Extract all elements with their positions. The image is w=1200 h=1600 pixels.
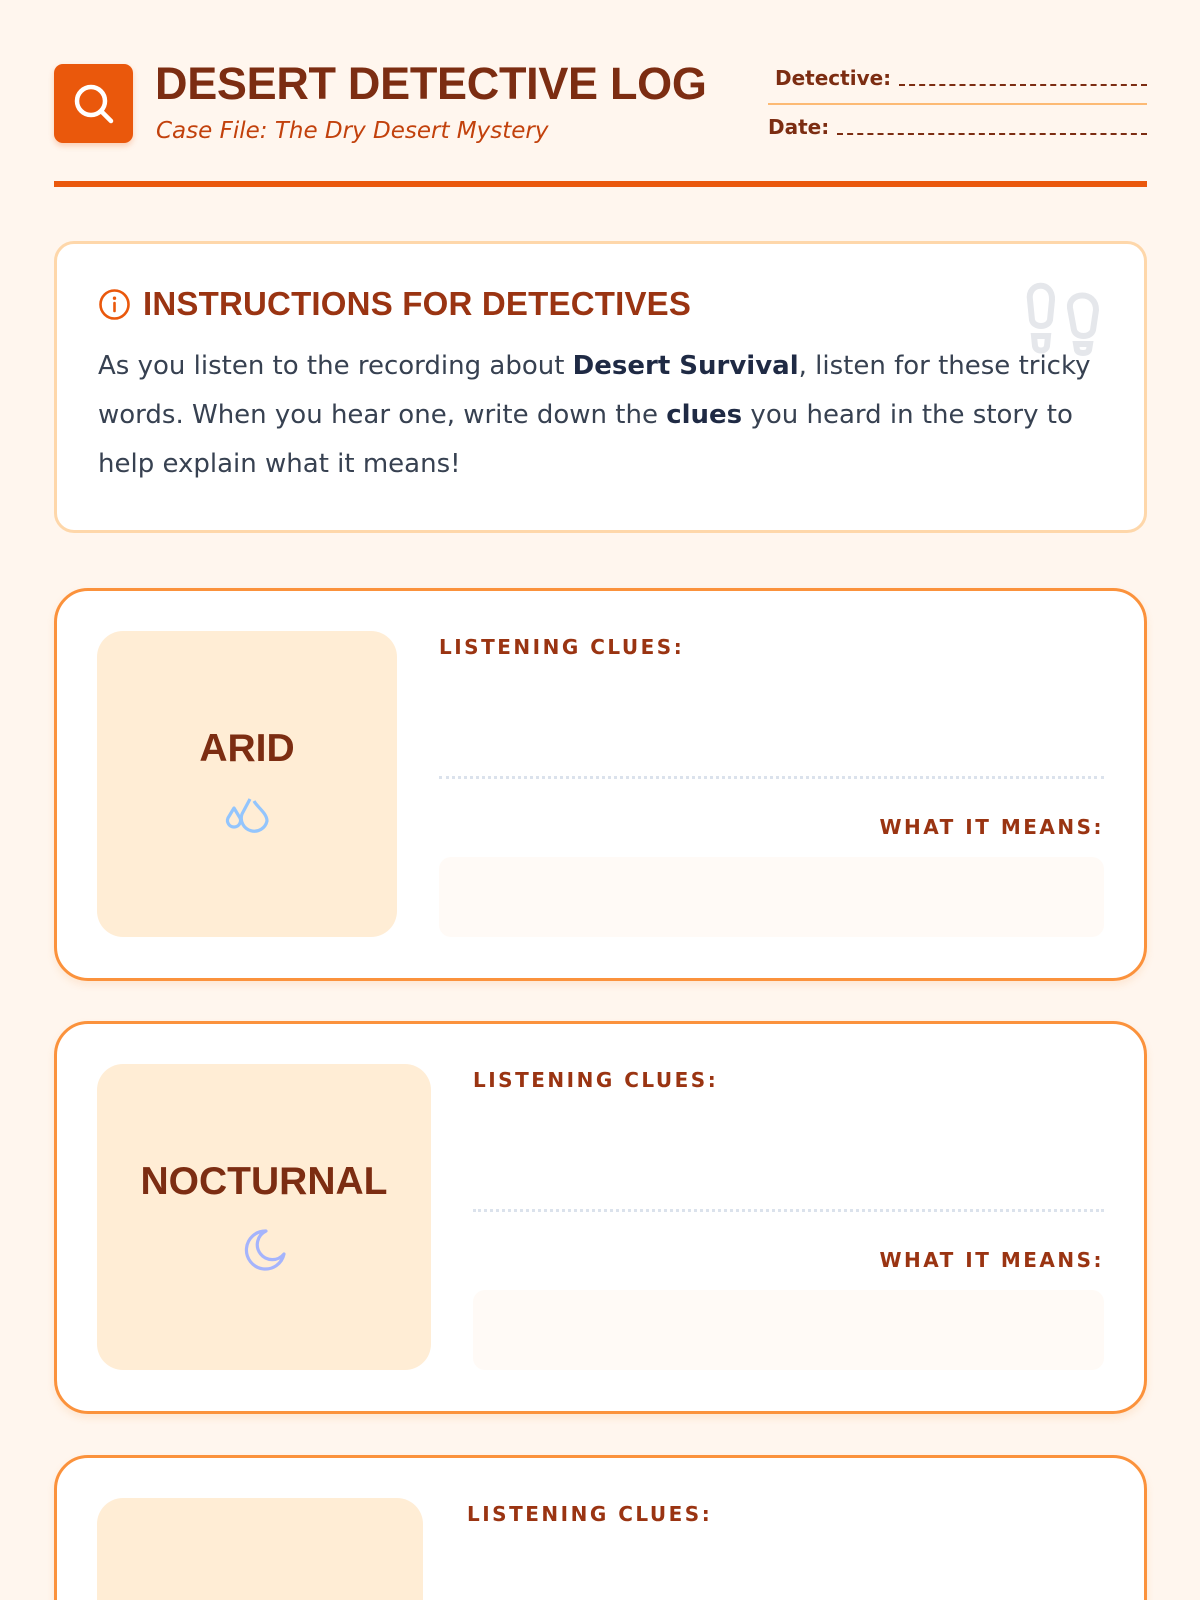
- meaning-answer-box[interactable]: [473, 1290, 1104, 1370]
- detective-label: Detective:: [775, 66, 892, 90]
- listening-clues-label: LISTENING CLUES:: [467, 1502, 713, 1526]
- date-field[interactable]: [768, 115, 1147, 139]
- bold-clues: clues: [666, 400, 743, 430]
- instructions-header: [98, 284, 1103, 324]
- listening-clues-label: LISTENING CLUES:: [473, 1068, 719, 1092]
- header: [54, 0, 1147, 186]
- water-drops-icon: [223, 793, 271, 841]
- word-card-nocturnal: [54, 1021, 1147, 1414]
- word-card-arid: [54, 588, 1147, 981]
- page-subtitle: Case File: The Dry Desert Mystery: [156, 118, 549, 144]
- clues-write-line[interactable]: [439, 776, 1104, 779]
- instructions-text: As you listen to the recording about Desert Survival, listen for these tricky words. When you hear one, write down the clues you heard in the story to help explain what it means!: [98, 351, 1091, 479]
- word-box: [97, 631, 397, 937]
- clues-write-line[interactable]: [473, 1209, 1104, 1212]
- what-it-means-label: WHAT IT MEANS:: [879, 815, 1104, 839]
- word-box: [97, 1064, 431, 1370]
- footprints-icon: [1018, 274, 1110, 360]
- vocab-word: NOCTURNAL: [140, 1160, 388, 1203]
- info-icon: [98, 288, 131, 321]
- detective-field[interactable]: [775, 66, 1147, 90]
- bold-desert-survival: Desert Survival: [572, 351, 799, 381]
- instructions-panel: [54, 241, 1147, 533]
- magnifying-glass-icon: [70, 80, 118, 128]
- header-divider: [54, 181, 1147, 187]
- meaning-answer-box[interactable]: [439, 857, 1104, 937]
- instructions-title: INSTRUCTIONS FOR DETECTIVES: [143, 285, 692, 322]
- field-divider: [768, 103, 1147, 105]
- listening-clues-label: LISTENING CLUES:: [439, 635, 685, 659]
- worksheet-page: [54, 0, 1147, 1526]
- moon-icon: [240, 1226, 288, 1274]
- date-label: Date:: [768, 115, 830, 139]
- word-card-3: [54, 1455, 1147, 1600]
- vocab-word: ARID: [199, 727, 295, 770]
- detective-write-line[interactable]: [899, 84, 1147, 86]
- what-it-means-label: WHAT IT MEANS:: [879, 1248, 1104, 1272]
- word-box: [97, 1498, 423, 1600]
- logo: [54, 64, 133, 143]
- date-write-line[interactable]: [837, 133, 1147, 135]
- page-title: DESERT DETECTIVE LOG: [155, 58, 707, 109]
